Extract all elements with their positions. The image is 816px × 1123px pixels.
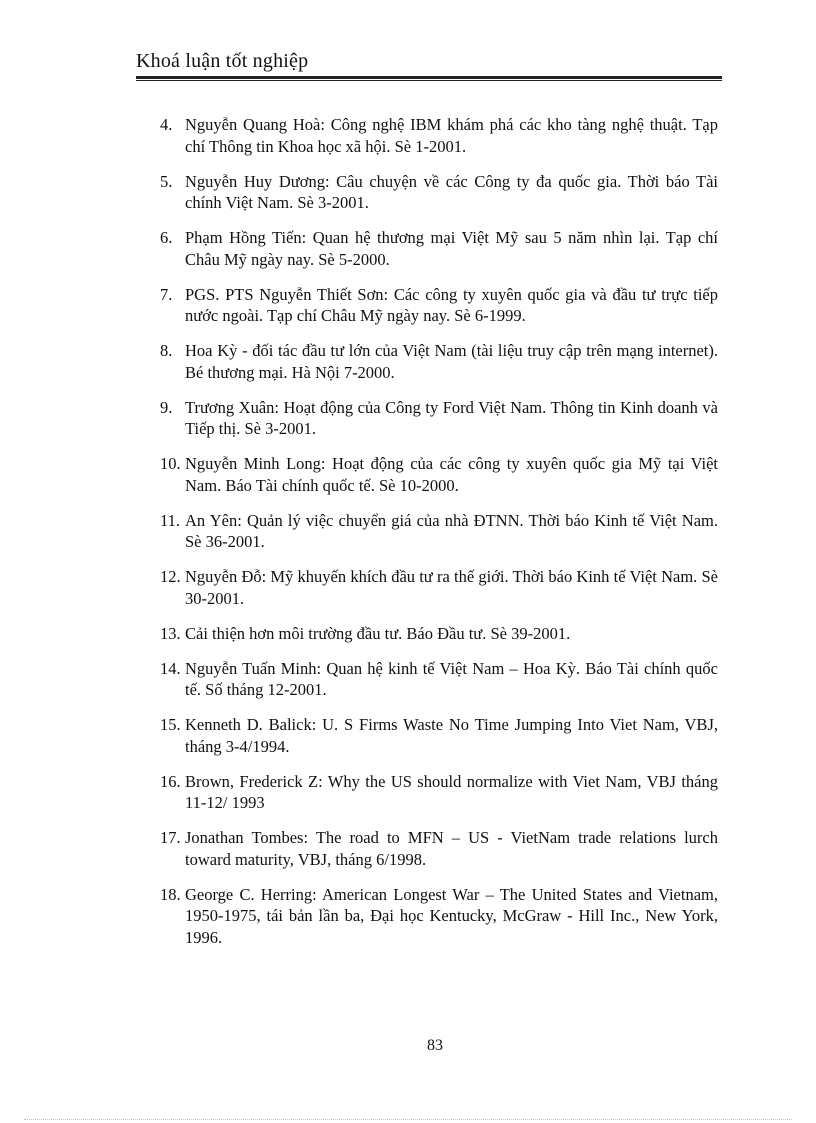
reference-text: Trương Xuân: Hoạt động của Công ty Ford Việt Nam. Thông tin Kinh doanh và Tiếp thị. Sè 3-2001. [185, 397, 718, 438]
header-title: Khoá luận tốt nghiệp [136, 50, 309, 72]
reference-list [160, 114, 718, 962]
reference-text: Cải thiện hơn môi trường đầu tư. Báo Đầu tư. Sè 39-2001. [185, 623, 571, 643]
reference-number: 13. [160, 623, 181, 643]
header-rule-thin [136, 80, 722, 81]
reference-number: 11. [160, 510, 181, 530]
reference-item [160, 340, 718, 383]
reference-text: Phạm Hồng Tiến: Quan hệ thương mại Việt Mỹ sau 5 năm nhìn lại. Tạp chí Châu Mỹ ngày nay. Sè 5-2000. [185, 228, 718, 269]
reference-item [160, 714, 718, 757]
reference-text: Jonathan Tombes: The road to MFN – US - VietNam trade relations lurch toward maturity, VBJ, tháng 6/1998. [185, 828, 718, 869]
reference-text: Nguyễn Quang Hoà: Công nghệ IBM khám phá các kho tàng nghệ thuật. Tạp chí Thông tin Khoa học xã hội. Sè 1-2001. [185, 115, 718, 156]
reference-number: 18. [160, 884, 181, 904]
page-header [136, 48, 722, 81]
header-rule [136, 76, 722, 79]
reference-item [160, 658, 718, 701]
reference-number: 7. [160, 284, 173, 304]
reference-item [160, 771, 718, 814]
reference-item [160, 566, 718, 609]
reference-item [160, 827, 718, 870]
reference-number: 9. [160, 397, 173, 417]
reference-number: 14. [160, 658, 181, 678]
reference-number: 12. [160, 567, 181, 586]
reference-number: 5. [160, 171, 173, 191]
reference-text: Nguyễn Minh Long: Hoạt động của các công ty xuyên quốc gia Mỹ tại Việt Nam. Báo Tài chính quốc tế. Sè 10-2000. [185, 454, 718, 495]
reference-item [160, 510, 718, 553]
page-bottom-border [24, 1119, 792, 1120]
reference-text: Brown, Frederick Z: Why the US should normalize with Viet Nam, VBJ tháng 11-12/ 1993 [185, 771, 718, 812]
reference-number: 8. [160, 341, 173, 360]
reference-number: 4. [160, 115, 173, 134]
reference-text: Nguyễn Huy Dương: Câu chuyện về các Công ty đa quốc gia. Thời báo Tài chính Việt Nam. Sè 3-2001. [185, 171, 718, 212]
reference-text: George C. Herring: American Longest War – The United States and Vietnam, 1950-1975, tái bản lần ba, Đại học Kentucky, McGraw - Hill Inc., New York, 1996. [185, 884, 718, 947]
reference-number: 15. [160, 715, 181, 734]
reference-item [160, 453, 718, 496]
reference-number: 16. [160, 771, 181, 791]
reference-item [160, 397, 718, 440]
reference-number: 6. [160, 228, 173, 247]
page-number: 83 [427, 1037, 443, 1054]
reference-item [160, 114, 718, 157]
reference-text: Hoa Kỳ - đối tác đầu tư lớn của Việt Nam (tài liệu truy cập trên mạng internet). Bé thương mại. Hà Nội 7-2000. [185, 341, 718, 382]
reference-item [160, 227, 718, 270]
reference-number: 10. [160, 454, 181, 473]
reference-item [160, 884, 718, 949]
reference-text: An Yên: Quản lý việc chuyển giá của nhà ĐTNN. Thời báo Kinh tế Việt Nam. Sè 36-2001. [185, 510, 718, 551]
reference-text: Nguyễn Tuấn Minh: Quan hệ kinh tế Việt Nam – Hoa Kỳ. Báo Tài chính quốc tế. Số tháng 12-2001. [185, 658, 718, 699]
reference-item [160, 623, 718, 645]
reference-text: PGS. PTS Nguyễn Thiết Sơn: Các công ty xuyên quốc gia và đầu tư trực tiếp nước ngoài. Tạp chí Châu Mỹ ngày nay. Sè 6-1999. [185, 284, 718, 325]
reference-number: 17. [160, 828, 181, 847]
reference-text: Nguyễn Đỗ: Mỹ khuyến khích đầu tư ra thế giới. Thời báo Kinh tế Việt Nam. Sè 30-2001. [185, 567, 718, 608]
reference-item [160, 171, 718, 214]
reference-text: Kenneth D. Balick: U. S Firms Waste No Time Jumping Into Viet Nam, VBJ, tháng 3-4/1994. [185, 715, 718, 756]
reference-item [160, 284, 718, 327]
